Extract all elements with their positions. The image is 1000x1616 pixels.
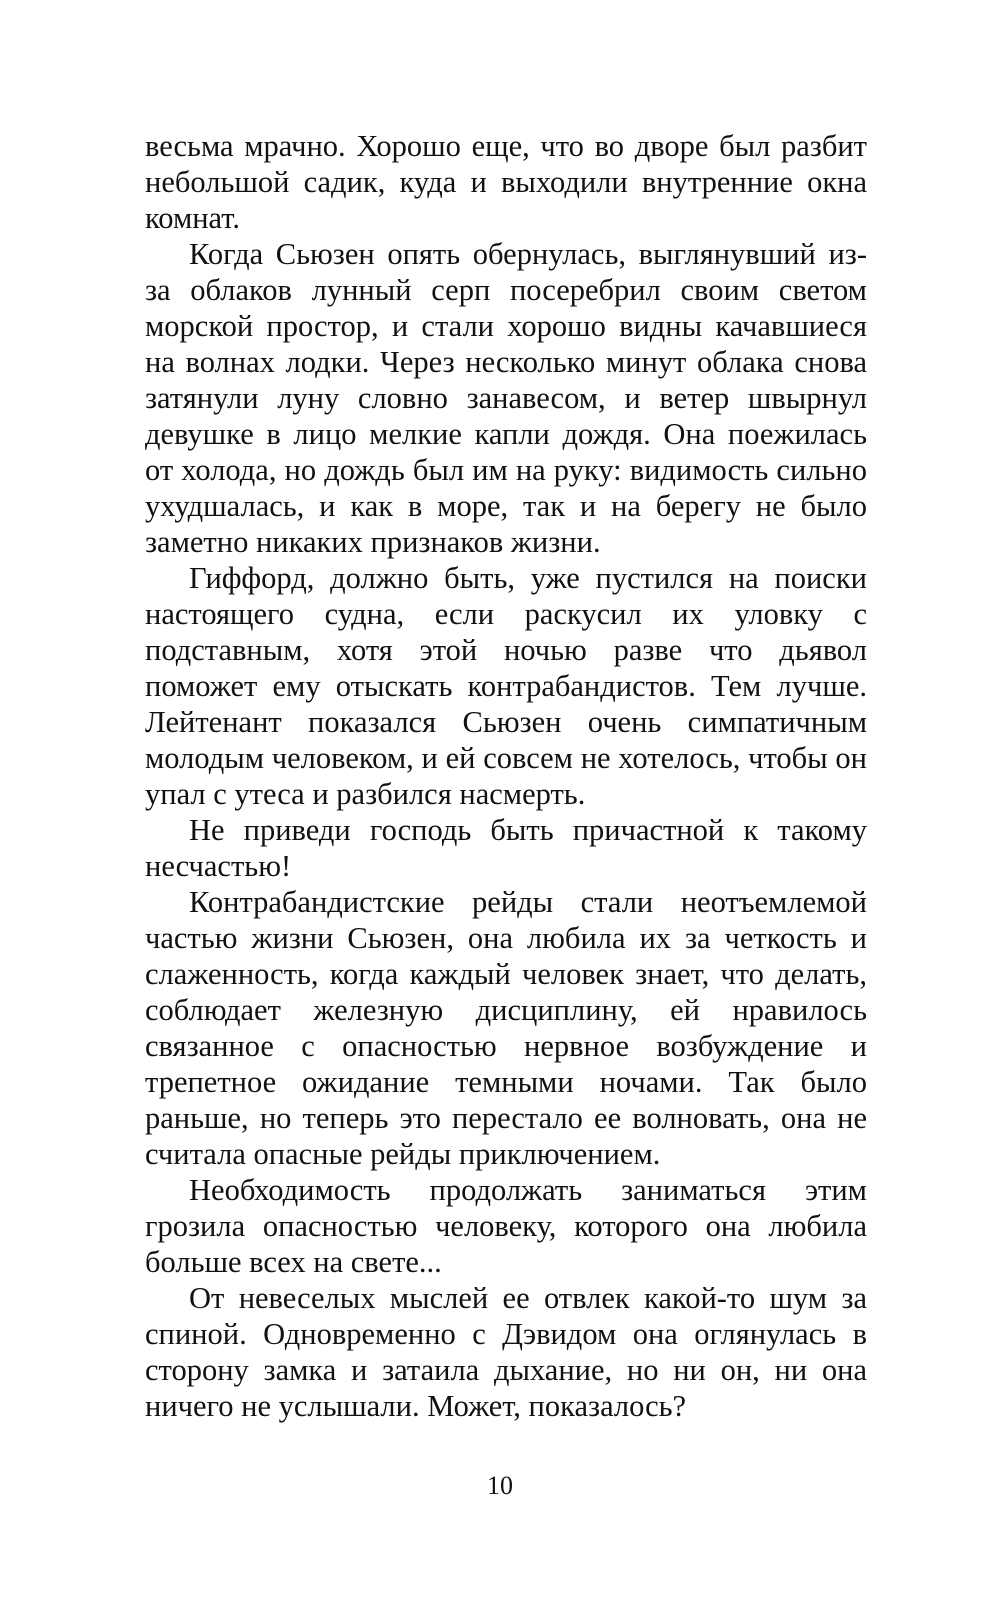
paragraph: Когда Сьюзен опять обернулась, выглянувший из-за облаков лунный серп посеребрил своим светом морской простор, и стали хорошо видны качавшиеся на волнах лодки. Через несколько минут облака снова затянули луну словно занавесом, и ветер швырнул девушке в лицо мелкие капли дождя. Она поежилась от холода, но дождь был им на руку: видимость сильно ухудшалась, и как в море, так и на берегу не было заметно никаких признаков жизни. (145, 237, 867, 559)
paragraph: От невеселых мыслей ее отвлек какой-то шум за спиной. Одновременно с Дэвидом она оглянулась в сторону замка и затаила дыхание, но ни он, ни она ничего не услышали. Может, показалось? (145, 1281, 867, 1423)
paragraph-continued: весьма мрачно. Хорошо еще, что во дворе был разбит небольшой садик, куда и выходили внутренние окна комнат. (145, 129, 867, 235)
page-number: 10 (487, 1471, 513, 1500)
paragraph: Не приведи господь быть причастной к такому несчастью! (145, 813, 867, 883)
paragraph: Гиффорд, должно быть, уже пустился на поиски настоящего судна, если раскусил их уловку с подставным, хотя этой ночью разве что дьявол поможет ему отыскать контрабандистов. Тем лучше. Лейтенант показался Сьюзен очень симпатичным молодым человеком, и ей совсем не хотелось, чтобы он упал с утеса и разбился насмерть. (145, 561, 867, 811)
page-body (145, 128, 867, 1424)
paragraph: Контрабандистские рейды стали неотъемлемой частью жизни Сьюзен, она любила их за четкость и слаженность, когда каждый человек знает, что делать, соблюдает железную дисциплину, ей нравилось связанное с опасностью нервное возбуждение и трепетное ожидание темными ночами. Так было раньше, но теперь это перестало ее волновать, она не считала опасные рейды приключением. (145, 885, 867, 1171)
paragraph: Необходимость продолжать заниматься этим грозила опасностью человеку, которого она любила больше всех на свете... (145, 1173, 867, 1279)
